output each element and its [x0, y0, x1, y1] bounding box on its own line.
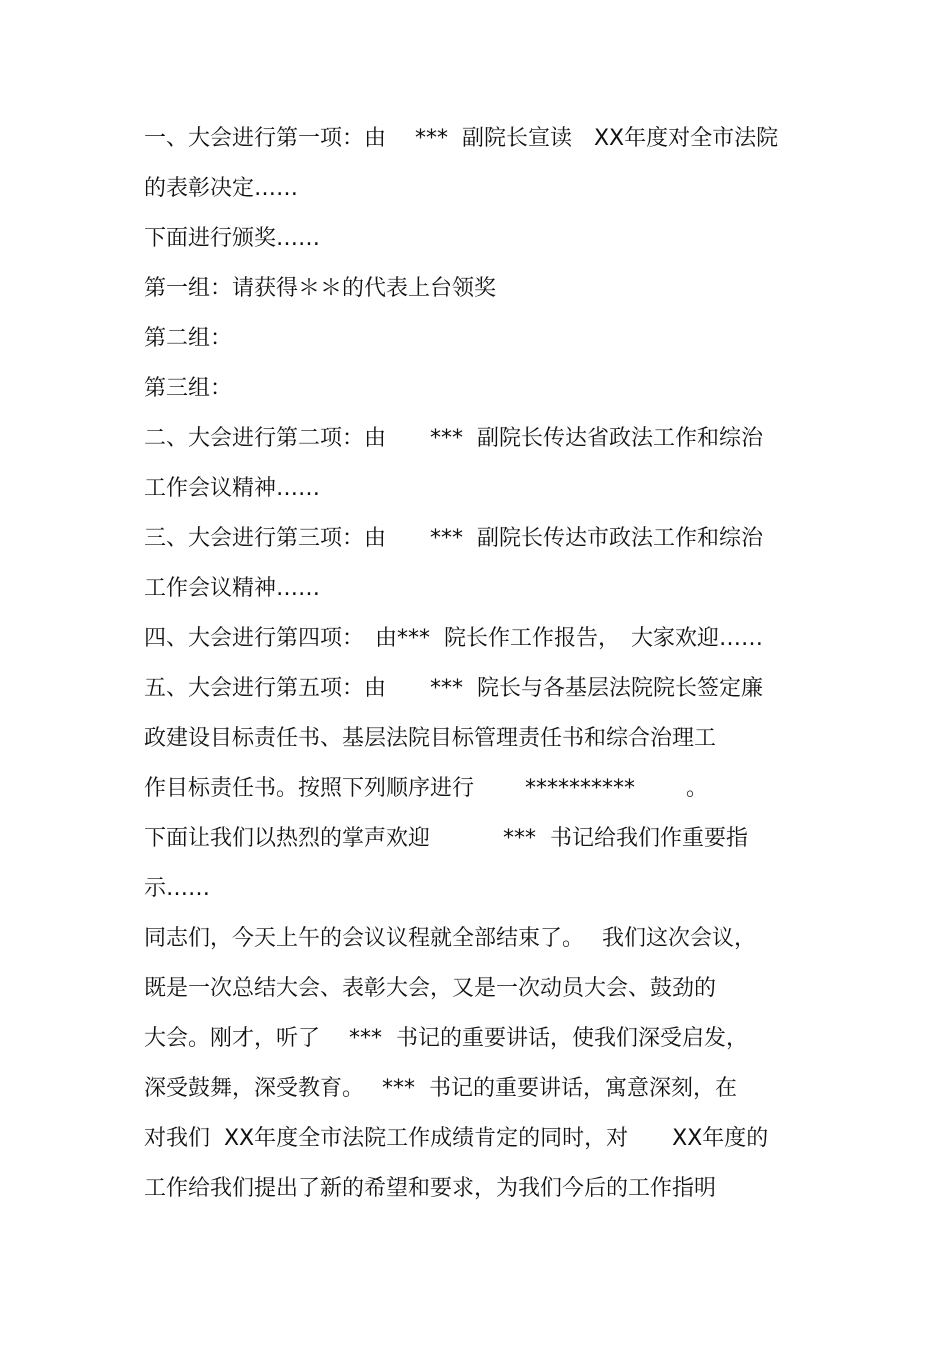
- text-line: 下面让我们以热烈的掌声欢迎 *** 书记给我们作重要指: [144, 826, 748, 851]
- text-line: 下面进行颁奖……: [144, 226, 321, 251]
- text-line: 五、大会进行第五项：由 *** 院长与各基层法院院长签定廉: [144, 676, 763, 701]
- text-line: 二、大会进行第二项：由 *** 副院长传达省政法工作和综治: [144, 426, 763, 451]
- text-line: 工作给我们提出了新的希望和要求，为我们今后的工作指明: [144, 1176, 717, 1201]
- text-line: 的表彰决定……: [144, 176, 299, 201]
- text-line: 第二组：: [144, 326, 233, 351]
- text-line: 第一组：请获得＊＊的代表上台领奖: [144, 276, 497, 301]
- text-line: 对我们 XX年度全市法院工作成绩肯定的同时，对 XX年度的: [144, 1126, 769, 1151]
- text-line: 一、大会进行第一项：由 *** 副院长宣读 XX年度对全市法院: [144, 126, 779, 151]
- text-line: 第三组：: [144, 376, 233, 401]
- text-line: 既是一次总结大会、表彰大会，又是一次动员大会、鼓劲的: [144, 976, 717, 1001]
- text-line: 工作会议精神……: [144, 576, 321, 601]
- text-line: 三、大会进行第三项：由 *** 副院长传达市政法工作和综治: [144, 526, 763, 551]
- text-line: 大会。刚才，听了 *** 书记的重要讲话，使我们深受启发，: [144, 1026, 748, 1051]
- text-line: 政建设目标责任书、基层法院目标管理责任书和综合治理工: [144, 726, 717, 751]
- text-line: 示……: [144, 876, 211, 901]
- text-line: 同志们，今天上午的会议议程就全部结束了。 我们这次会议，: [144, 926, 756, 951]
- text-line: 深受鼓舞，深受教育。 *** 书记的重要讲话，寓意深刻，在: [144, 1076, 737, 1101]
- text-line: 作目标责任书。按照下列顺序进行 ********** 。: [144, 776, 708, 801]
- text-line: 工作会议精神……: [144, 476, 321, 501]
- text-line: 四、大会进行第四项： 由*** 院长作工作报告， 大家欢迎……: [144, 626, 763, 651]
